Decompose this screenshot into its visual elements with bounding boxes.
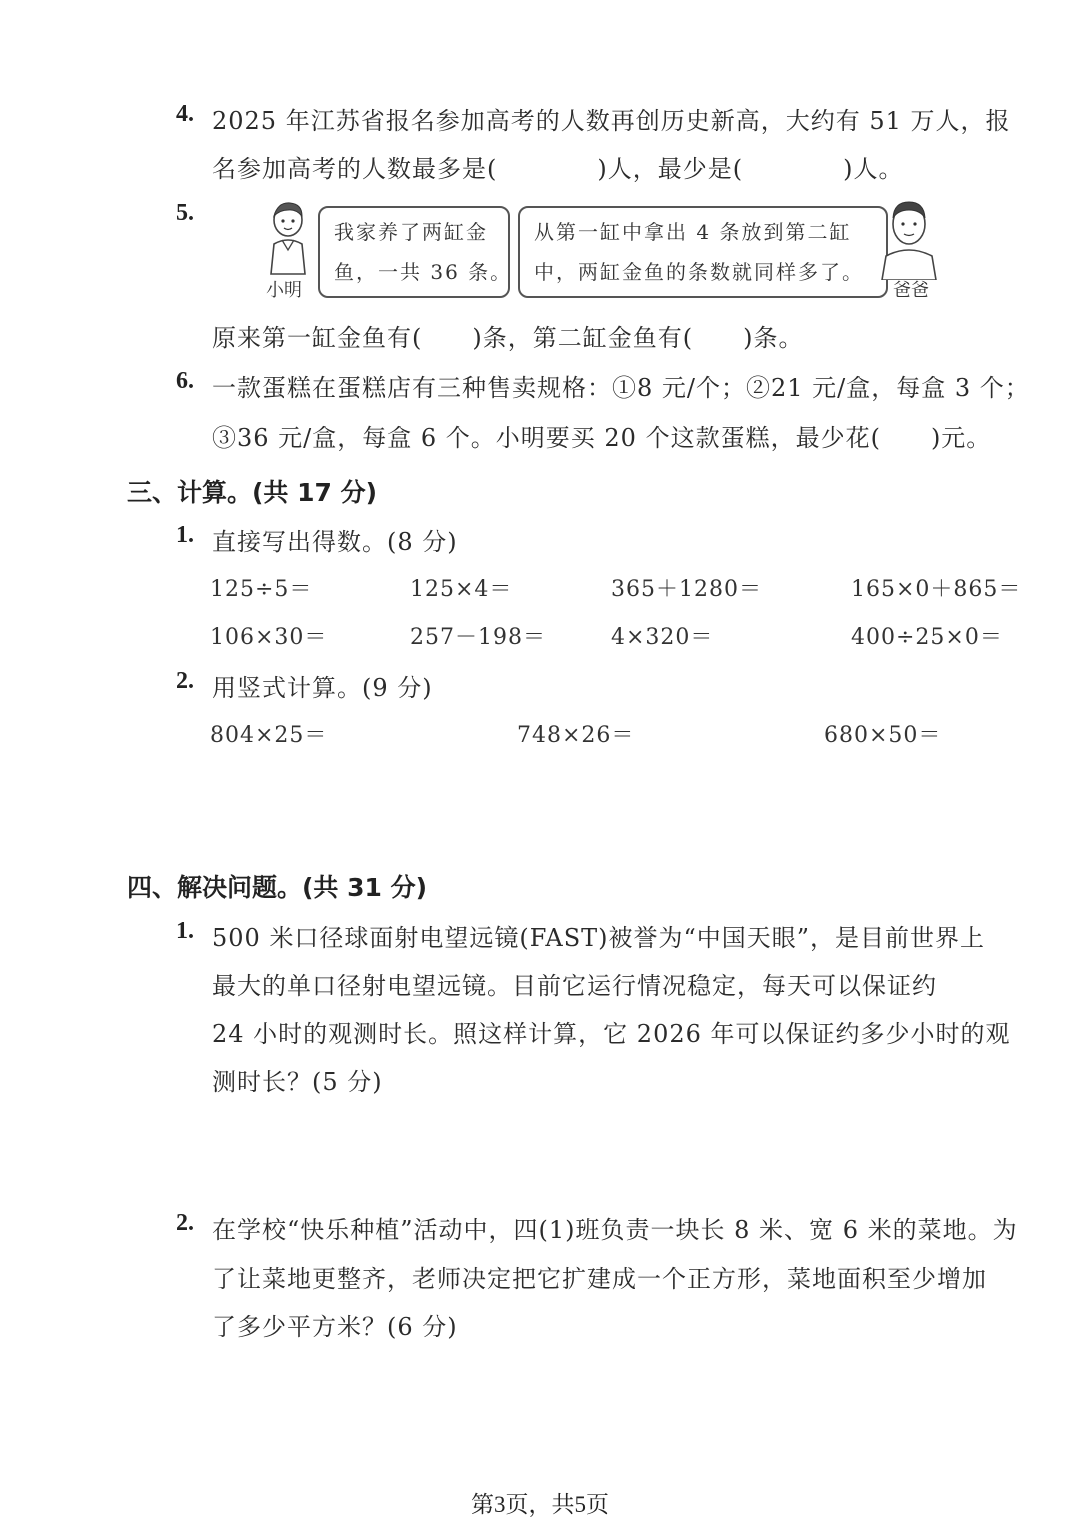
section-4-q1-line-2: 最大的单口径射电望远镜。目前它运行情况稳定，每天可以保证约 — [212, 972, 937, 1000]
question-6-line-1: 一款蛋糕在蛋糕店有三种售卖规格：①8 元/个；②21 元/盒，每盒 3 个； — [212, 374, 1030, 402]
vertical-calc-item: 804×25＝ — [210, 723, 328, 748]
section-4-q2-number: 2. — [176, 1210, 194, 1236]
boy-illustration — [262, 198, 314, 276]
dad-bubble-line-1: 从第一缸中拿出 4 条放到第二缸 — [534, 220, 852, 244]
section-3-q2-number: 2. — [176, 668, 194, 694]
dad-speech-bubble — [518, 206, 888, 298]
section-4-q1-line-1: 500 米口径球面射电望远镜(FAST)被誉为“中国天眼”，是目前世界上 — [212, 924, 986, 952]
calc-item: 125×4＝ — [410, 577, 513, 602]
boy-speech-bubble — [318, 206, 513, 298]
question-6-line-2: ③36 元/盒，每盒 6 个。小明要买 20 个这款蛋糕，最少花( )元。 — [212, 424, 992, 452]
calc-item: 400÷25×0＝ — [851, 625, 1003, 650]
dad-name-label: 爸爸 — [893, 280, 929, 301]
question-4-line-1: 2025 年江苏省报名参加高考的人数再创历史新高，大约有 51 万人，报 — [212, 107, 1011, 135]
question-4-number: 4. — [176, 101, 194, 127]
question-6-number: 6. — [176, 368, 194, 394]
section-4-q1-line-3: 24 小时的观测时长。照这样计算，它 2026 年可以保证约多少小时的观 — [212, 1020, 1011, 1048]
calc-item: 165×0＋865＝ — [851, 577, 1022, 602]
dad-illustration — [876, 196, 942, 280]
section-3-title: 三、计算。(共 17 分) — [127, 478, 378, 507]
boy-name-label: 小明 — [266, 280, 302, 301]
calc-item: 365＋1280＝ — [611, 577, 762, 602]
question-4-line-2: 名参加高考的人数最多是( )人，最少是( )人。 — [212, 155, 904, 183]
calc-item: 257－198＝ — [410, 625, 546, 650]
calc-item: 125÷5＝ — [210, 577, 313, 602]
vertical-calc-item: 748×26＝ — [517, 723, 635, 748]
vertical-calc-item: 680×50＝ — [824, 723, 942, 748]
section-4-q2-line-3: 了多少平方米？(6 分) — [212, 1313, 458, 1341]
page-footer: 第3页，共5页 — [471, 1492, 609, 1517]
question-5-answer-line: 原来第一缸金鱼有( )条，第二缸金鱼有( )条。 — [212, 324, 804, 352]
section-4-q2-line-1: 在学校“快乐种植”活动中，四(1)班负责一块长 8 米、宽 6 米的菜地。为 — [212, 1216, 1018, 1244]
question-5-number: 5. — [176, 200, 194, 226]
section-3-q1-title: 直接写出得数。(8 分) — [212, 528, 458, 556]
section-4-q2-line-2: 了让菜地更整齐，老师决定把它扩建成一个正方形，菜地面积至少增加 — [212, 1265, 987, 1293]
boy-bubble-line-2: 鱼，一共 36 条。 — [334, 260, 513, 284]
calc-item: 106×30＝ — [210, 625, 328, 650]
boy-bubble-line-1: 我家养了两缸金 — [334, 220, 488, 244]
dad-bubble-line-2: 中，两缸金鱼的条数就同样多了。 — [534, 260, 864, 284]
section-3-q2-title: 用竖式计算。(9 分) — [212, 674, 433, 702]
section-4-title: 四、解决问题。(共 31 分) — [127, 873, 428, 902]
section-4-q1-number: 1. — [176, 918, 194, 944]
calc-item: 4×320＝ — [611, 625, 714, 650]
section-4-q1-line-4: 测时长？(5 分) — [212, 1068, 383, 1096]
section-3-q1-number: 1. — [176, 522, 194, 548]
